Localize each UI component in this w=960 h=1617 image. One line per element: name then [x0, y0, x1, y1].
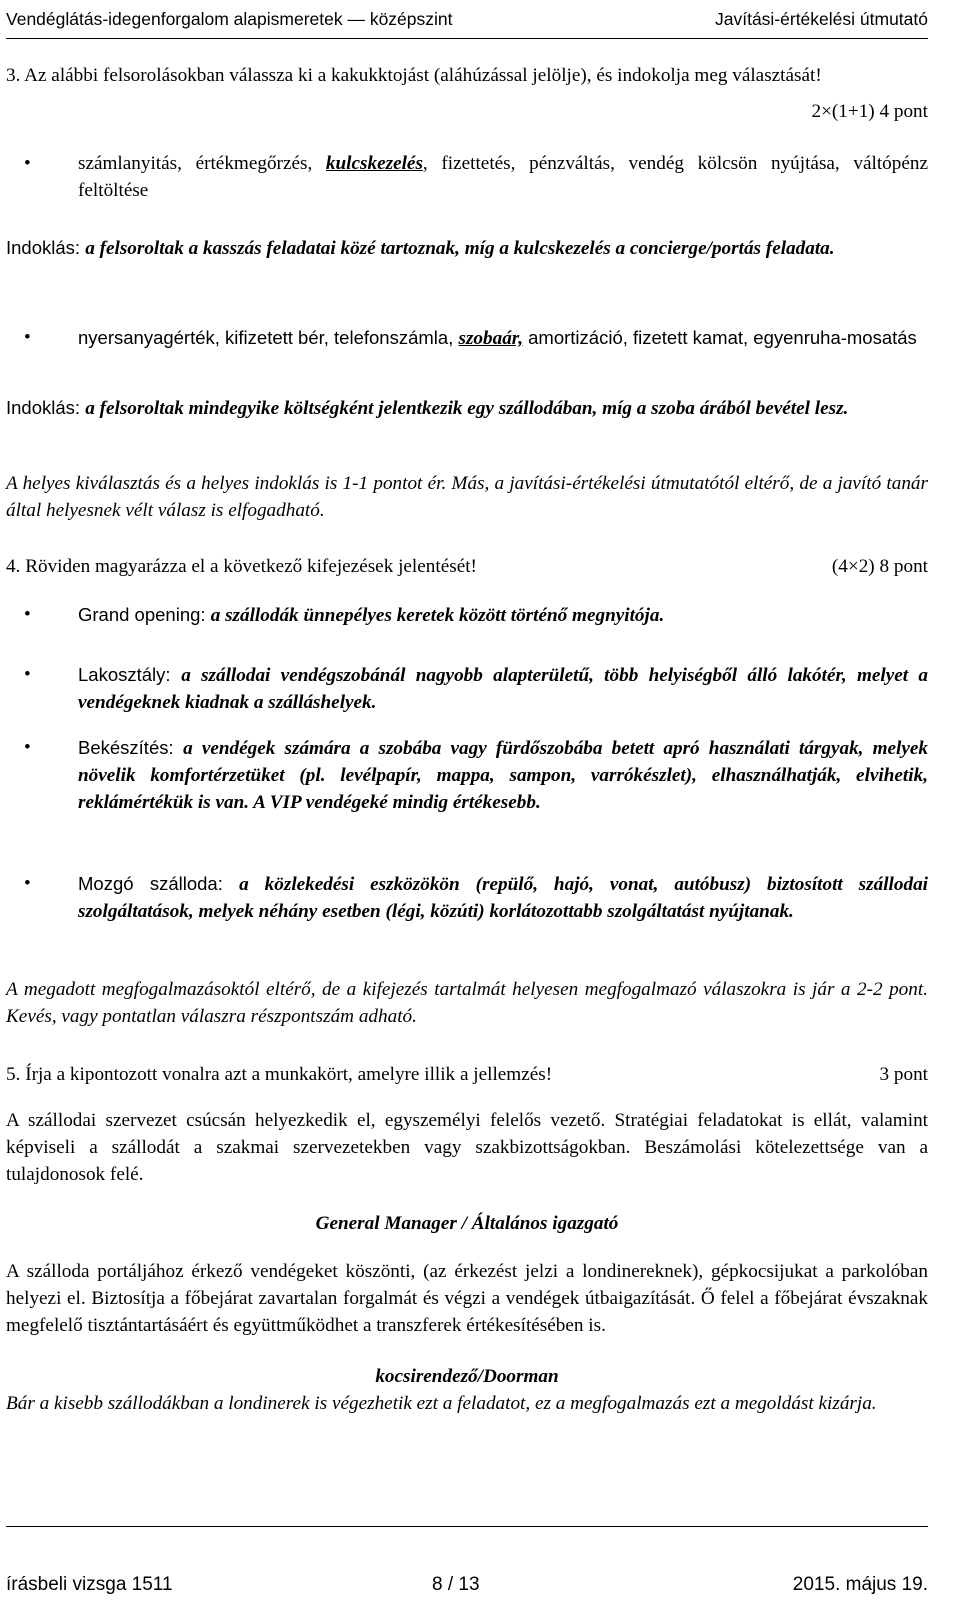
bullet-icon: •	[24, 604, 31, 625]
question-5-description-2: A szálloda portáljához érkező vendégeket köszönti, (az érkezést jelzi a londinereknek), gépkocsijukat a parkolóban helyezi el. Biztosítja a főbejárat zavartalan forgalmát és végzi a vendégek útbaigazítását. Ő felel a főbejárat évszaknak megfelelő tisztántartásáért és együttműködhet a transzferek értékesítésében is.	[6, 1261, 928, 1336]
question-3-list-2: • nyersanyagérték, kifizetett bér, telefonszámla, szobaár, amortizáció, fizetett kamat, egyenruha-mosatás	[6, 324, 928, 378]
bullet-icon: •	[24, 873, 31, 894]
question-3-reason-2: Indoklás: a felsoroltak mindegyike költségként jelentkezik egy szállodában, míg a szoba árából bevétel lesz.	[6, 397, 849, 419]
page-footer	[6, 1526, 928, 1595]
question-5-text: 5. Írja a kipontozott vonalra azt a munkakört, amelyre illik a jellemzés!	[6, 1064, 553, 1085]
footer-page-number: 8 / 13	[432, 1574, 480, 1595]
header-title: Vendéglátás-idegenforgalom alapismeretek — középszint	[6, 9, 453, 29]
question-3-reason-1: Indoklás: a felsoroltak a kasszás feladatai közé tartoznak, míg a kulcskezelés a concierge/portás feladata.	[6, 237, 835, 259]
document-page	[6, 0, 928, 1617]
question-5-note: Bár a kisebb szállodákban a londinerek is végezhetik ezt a feladatot, ez a megfogalmazás ezt a megoldást kizárja.	[6, 1393, 877, 1414]
question-3-note: A helyes kiválasztás és a helyes indoklás is 1-1 pontot ér. Más, a javítási-értékelési útmutatótól eltérő, de a javító tanár által helyesnek vélt válasz is elfogadható.	[6, 473, 928, 521]
bullet-icon: •	[24, 327, 31, 348]
question-3-text: 3. Az alábbi felsorolásokban válassza ki a kakukktojást (aláhúzással jelölje), és indokolja meg választását!	[6, 65, 822, 86]
question-5-row	[6, 1061, 928, 1088]
question-3-points: 2×(1+1) 4 pont	[811, 101, 928, 122]
footer-exam-code: írásbeli vizsga 1511	[6, 1574, 173, 1595]
term-grand-opening: • Grand opening: a szállodák ünnepélyes keretek között történő megnyitója.	[6, 601, 928, 628]
question-4-note: A megadott megfogalmazásoktól eltérő, de a kifejezés tartalmát helyesen megfogalmazó válaszokra is jár a 2-2 pont. Kevés, vagy pontatlan válaszra részpontszám adható.	[6, 979, 928, 1027]
question-5-answer-1: General Manager / Általános igazgató	[315, 1213, 619, 1234]
footer-date: 2015. május 19.	[792, 1574, 928, 1595]
question-4-row	[6, 553, 928, 580]
odd-one-out-2: szobaár,	[458, 328, 523, 349]
question-5-points: 3 pont	[879, 1064, 928, 1085]
question-5-description-1: A szállodai szervezet csúcsán helyezkedik el, egyszemélyi felelős vezető. Stratégiai feladatokat is ellát, valamint képviseli a szállodát a szakmai szervezetekben vagy szakbizottságokban. Beszámolási kötelezettsége van a tulajdonosok felé.	[6, 1110, 928, 1185]
term-mozgo-szalloda: • Mozgó szálloda: a közlekedési eszközökön (repülő, hajó, vonat, autóbusz) biztosított szállodai szolgáltatások, melyek néhány esetben (légi, közúti) korlátozottabb szolgáltatást nyújtanak.	[6, 870, 928, 951]
bullet-icon: •	[24, 153, 31, 174]
question-3-list-1: • számlanyitás, értékmegőrzés, kulcskezelés, fizettetés, pénzváltás, vendég kölcsön nyújtása, váltópénz feltöltése	[6, 150, 928, 204]
term-lakosztaly: • Lakosztály: a szállodai vendégszobánál nagyobb alapterületű, több helyiségből álló lakótér, melyet a vendégeknek kiadnak a szálláshelyek.	[6, 661, 928, 715]
odd-one-out-1: kulcskezelés	[325, 153, 423, 174]
question-4-points: (4×2) 8 pont	[831, 556, 928, 577]
question-3-points-row	[6, 98, 928, 125]
page-header	[6, 6, 928, 39]
term-bekeszites: • Bekészítés: a vendégek számára a szobába vagy fürdőszobába betett apró használati tárgyak, melyek növelik komfortérzetüket (pl. levélpapír, mappa, sampon, varrókészlet), elhasználhatják, elvihetik, reklámértékük is van. A VIP vendégeké mindig értékesebb.	[6, 734, 928, 842]
question-4-text: 4. Röviden magyarázza el a következő kifejezések jelentését!	[6, 556, 477, 577]
question-5-answer-2: kocsirendező/Doorman	[375, 1366, 559, 1387]
bullet-icon: •	[24, 664, 31, 685]
bullet-icon: •	[24, 737, 31, 758]
header-guide-label: Javítási-értékelési útmutató	[714, 9, 928, 29]
